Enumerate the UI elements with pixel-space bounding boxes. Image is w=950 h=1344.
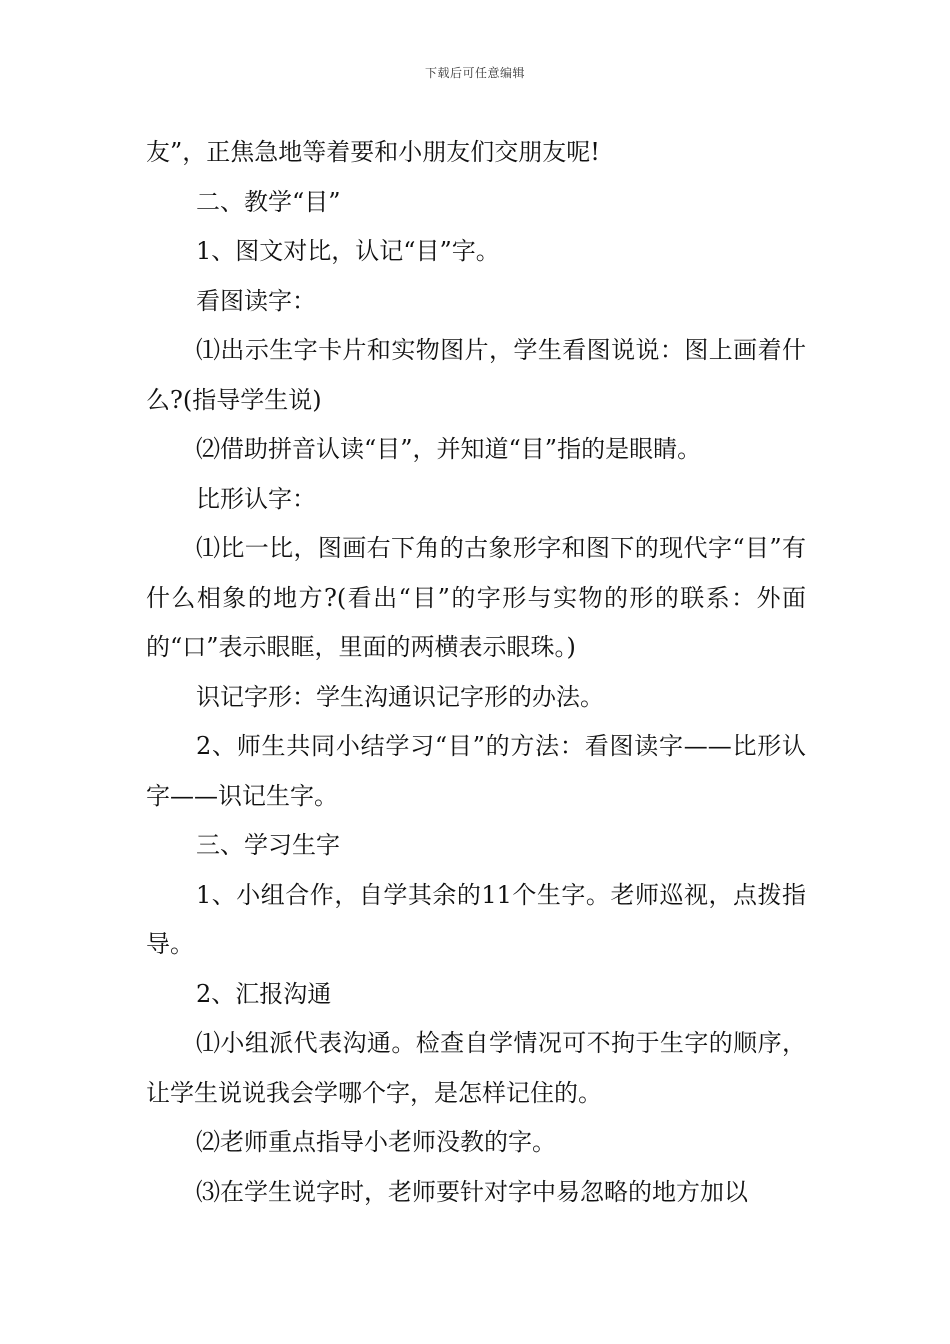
paragraph-9: 识记字形：学生沟通识记字形的办法。 <box>196 682 604 711</box>
paragraph-16: ⑶在学生说字时，老师要针对字中易忽略的地方加以 <box>196 1177 748 1206</box>
paragraph-10: 2、师生共同小结学习“目”的方法：看图读字——比形认字——识记生字。 <box>146 732 806 810</box>
paragraph-12: 1、小组合作，自学其余的11个生字。老师巡视，点拨指导。 <box>146 880 806 958</box>
paragraph-8: ⑴比一比，图画右下角的古象形字和图下的现代字“目”有什么相象的地方?(看出“目”的字形与实物的形的联系：外面的“口”表示眼眶，里面的两横表示眼珠。) <box>146 534 806 661</box>
paragraph-6: ⑵借助拼音认读“目”，并知道“目”指的是眼睛。 <box>196 435 702 463</box>
paragraph-13: 2、汇报沟通 <box>196 979 332 1008</box>
page-header: 下载后可任意编辑 <box>424 66 525 80</box>
paragraph-14: ⑴小组派代表沟通。检查自学情况可不拘于生字的顺序，让学生说说我会学哪个字，是怎样记住的。 <box>146 1029 806 1107</box>
paragraph-4: 看图读字： <box>196 286 316 315</box>
paragraph-3: 1、图文对比，认记“目”字。 <box>196 237 500 265</box>
paragraph-5: ⑴出示生字卡片和实物图片，学生看图说说：图上画着什么?(指导学生说) <box>146 336 806 414</box>
document-body <box>146 128 806 1217</box>
paragraph-1: 友”，正焦急地等着要和小朋友们交朋友呢! <box>146 138 600 166</box>
section-heading-2: 二、教学“目” <box>196 187 341 216</box>
section-heading-3: 三、学习生字 <box>196 831 340 859</box>
paragraph-7: 比形认字： <box>196 484 316 513</box>
paragraph-15: ⑵老师重点指导小老师没教的字。 <box>196 1128 556 1156</box>
